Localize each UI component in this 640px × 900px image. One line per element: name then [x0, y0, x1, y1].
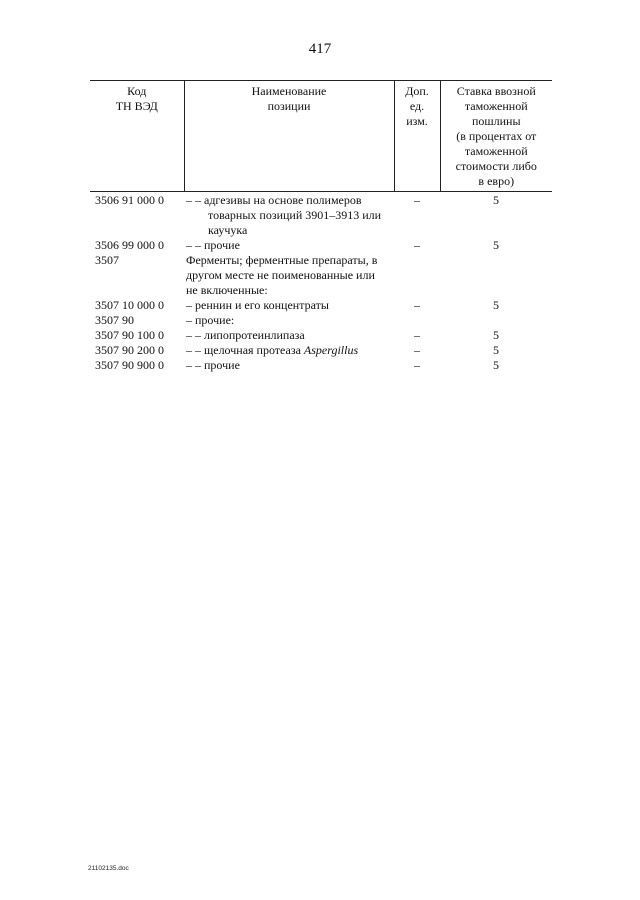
row-rate: 5 — [493, 238, 499, 252]
header-unit — [394, 81, 440, 192]
header-code — [90, 81, 184, 192]
row-name-line: не включенные: — [186, 283, 268, 297]
header-unit-line: Доп. — [405, 84, 429, 98]
header-rate-line: таможенной — [464, 99, 528, 113]
row-unit: – — [414, 238, 420, 252]
row-name-text — [186, 193, 391, 238]
header-unit-line: ед. — [409, 99, 425, 113]
header-name-line: позиции — [267, 99, 311, 113]
row-name — [184, 343, 394, 358]
row-unit: – — [414, 298, 420, 312]
table-row — [90, 298, 552, 313]
row-name: – прочие: — [186, 313, 235, 327]
header-rate — [440, 81, 552, 192]
row-name-italic: Aspergillus — [303, 343, 359, 357]
row-unit: – — [414, 328, 420, 342]
row-rate: 5 — [493, 343, 499, 357]
header-rate-line: стоимости либо — [455, 159, 537, 173]
row-code: 3507 — [95, 253, 119, 267]
header-rate-line: пошлины — [471, 114, 521, 128]
row-code: 3507 90 — [95, 313, 134, 327]
footer-file-name: 21102135.doc — [88, 865, 129, 872]
table-row — [90, 313, 552, 328]
row-name-line: Ферменты; ферментные препараты, в — [186, 253, 378, 267]
table-row — [90, 343, 552, 358]
row-name — [184, 192, 394, 239]
row-unit — [394, 313, 440, 328]
row-code: 3506 99 000 0 — [95, 238, 164, 252]
table-header-row — [90, 81, 552, 192]
row-rate: 5 — [493, 358, 499, 372]
row-name-line: другом месте не поименованные или — [186, 268, 375, 282]
row-rate — [440, 253, 552, 298]
row-name — [184, 253, 394, 298]
row-rate: 5 — [493, 298, 499, 312]
row-name-line: каучука — [208, 223, 248, 237]
row-code: 3507 90 100 0 — [95, 328, 164, 342]
row-rate: 5 — [493, 193, 499, 207]
row-name-line: товарных позиций 3901–3913 или — [208, 208, 382, 222]
row-name: – – прочие — [186, 358, 240, 372]
row-name-text — [186, 253, 391, 298]
row-name-text: – – щелочная протеаза — [186, 343, 304, 357]
row-name: – реннин и его концентраты — [186, 298, 329, 312]
row-rate: 5 — [493, 328, 499, 342]
header-rate-line: в евро) — [478, 174, 515, 188]
row-rate — [440, 313, 552, 328]
row-code: 3507 10 000 0 — [95, 298, 164, 312]
header-rate-line: (в процентах от — [456, 129, 537, 143]
row-code: 3507 90 900 0 — [95, 358, 164, 372]
table-row — [90, 358, 552, 373]
header-code-line: ТН ВЭД — [115, 99, 158, 113]
row-code: 3506 91 000 0 — [95, 193, 164, 207]
table-row — [90, 328, 552, 343]
row-unit — [394, 253, 440, 298]
row-name-line: – – адгезивы на основе полимеров — [186, 193, 362, 207]
tariff-table — [90, 80, 552, 373]
row-name: – – липопротеинлипаза — [186, 328, 305, 342]
table-row — [90, 192, 552, 239]
header-name-line: Наименование — [251, 84, 327, 98]
row-code: 3507 90 200 0 — [95, 343, 164, 357]
row-unit: – — [414, 193, 420, 207]
row-name: – – прочие — [186, 238, 240, 252]
row-unit: – — [414, 358, 420, 372]
table-row — [90, 238, 552, 253]
row-unit: – — [414, 343, 420, 357]
header-rate-line: таможенной — [464, 144, 528, 158]
header-code-line: Код — [127, 84, 147, 98]
header-name — [184, 81, 394, 192]
table-row — [90, 253, 552, 298]
header-rate-line: Ставка ввозной — [456, 84, 536, 98]
page-number: 417 — [308, 41, 332, 57]
header-unit-line: изм. — [406, 114, 428, 128]
